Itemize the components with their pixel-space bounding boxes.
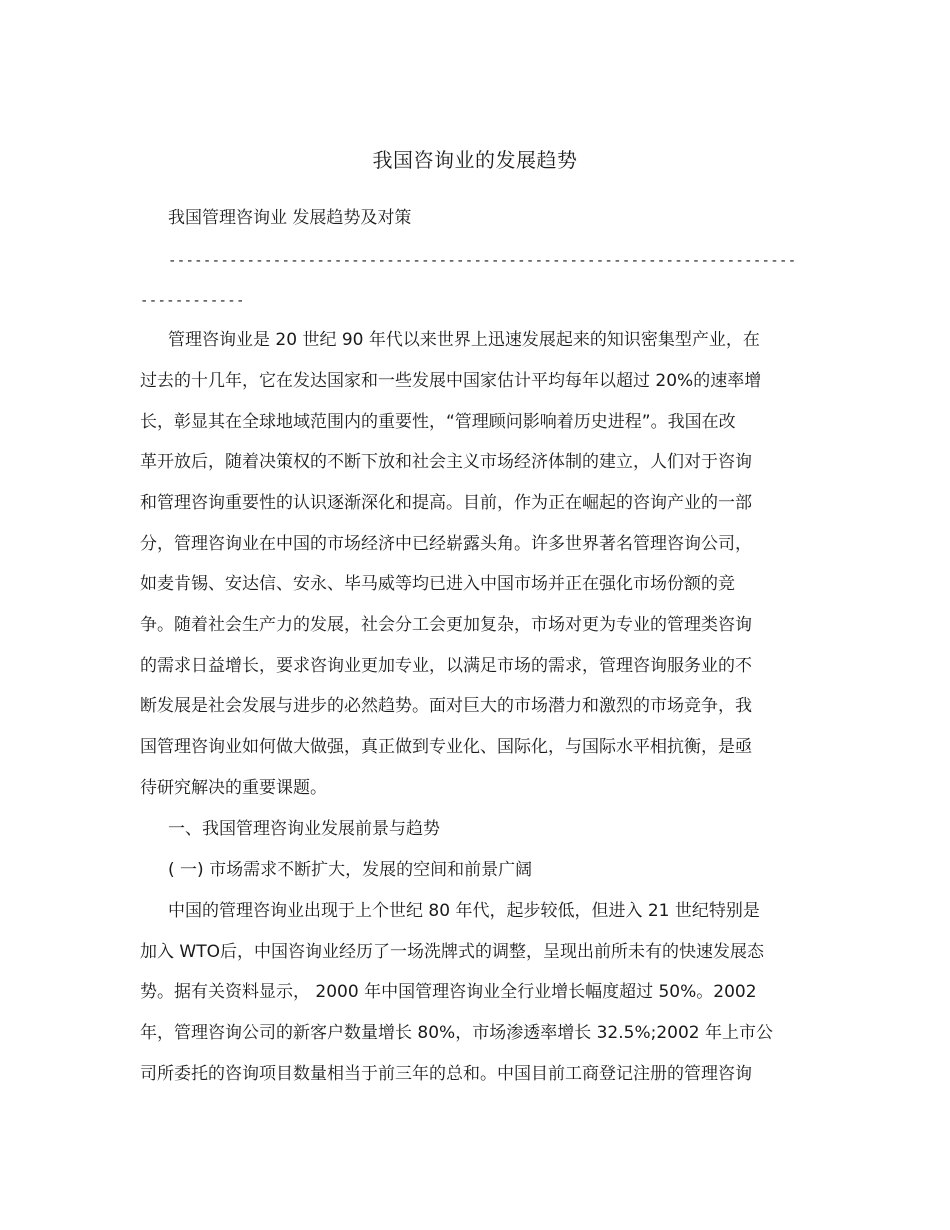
separator-line: ------------------------------------------------------------------------ [168,253,797,269]
paragraph-line: 司所委托的咨询项目数量相当于前三年的总和。中国目前工商登记注册的管理咨询 [140,1064,752,1084]
paragraph-line: 革开放后，随着决策权的不断下放和社会主义市场经济体制的建立，人们对于咨询 [140,452,752,472]
paragraph-line: 年，管理咨询公司的新客户数量增长 80%，市场渗透率增长 32.5%;2002 年上市公 [140,1023,773,1043]
paragraph-line: 过去的十几年，它在发达国家和一些发展中国家估计平均每年以超过 20%的速率增 [140,371,762,391]
paragraph-line: 中国的管理咨询业出现于上个世纪 80 年代，起步较低，但进入 21 世纪特别是 [168,901,760,921]
paragraph-line: 长，彰显其在全球地域范围内的重要性，“管理顾问影响着历史进程”。我国在改 [140,412,736,432]
paragraph-line: 争。随着社会生产力的发展，社会分工会更加复杂，市场对更为专业的管理类咨询 [140,615,752,635]
paragraph-line: 如麦肯锡、安达信、安永、毕马威等均已进入中国市场并正在强化市场份额的竞 [140,574,735,594]
paragraph-line: 和管理咨询重要性的认识逐渐深化和提高。目前，作为正在崛起的咨询产业的一部 [140,493,752,513]
paragraph-line: 管理咨询业是 20 世纪 90 年代以来世界上迅速发展起来的知识密集型产业，在 [168,330,760,350]
paragraph-line: 待研究解决的重要课题。 [140,778,327,798]
paragraph-line: 国管理咨询业如何做大做强，真正做到专业化、国际化，与国际水平相抗衡，是亟 [140,737,752,757]
separator-line: ------------ [140,293,245,309]
page-title: 我国咨询业的发展趋势 [372,148,578,172]
paragraph-line: 势。据有关资料显示， 2000 年中国管理咨询业全行业增长幅度超过 50%。2002 [140,982,757,1002]
subtitle: 我国管理咨询业 发展趋势及对策 [168,208,412,228]
paragraph-line: 的需求日益增长，要求咨询业更加专业，以满足市场的需求，管理咨询服务业的不 [140,656,752,676]
paragraph-line: 分，管理咨询业在中国的市场经济中已经崭露头角。许多世界著名管理咨询公司， [140,534,752,554]
paragraph-line: 断发展是社会发展与进步的必然趋势。面对巨大的市场潜力和激烈的市场竞争，我 [140,696,752,716]
subsection-heading: ( 一) 市场需求不断扩大，发展的空间和前景广阔 [168,860,533,880]
section-heading: 一、我国管理咨询业发展前景与趋势 [168,819,440,839]
paragraph-line: 加入 WTO后，中国咨询业经历了一场洗牌式的调整，呈现出前所未有的快速发展态 [140,942,764,962]
